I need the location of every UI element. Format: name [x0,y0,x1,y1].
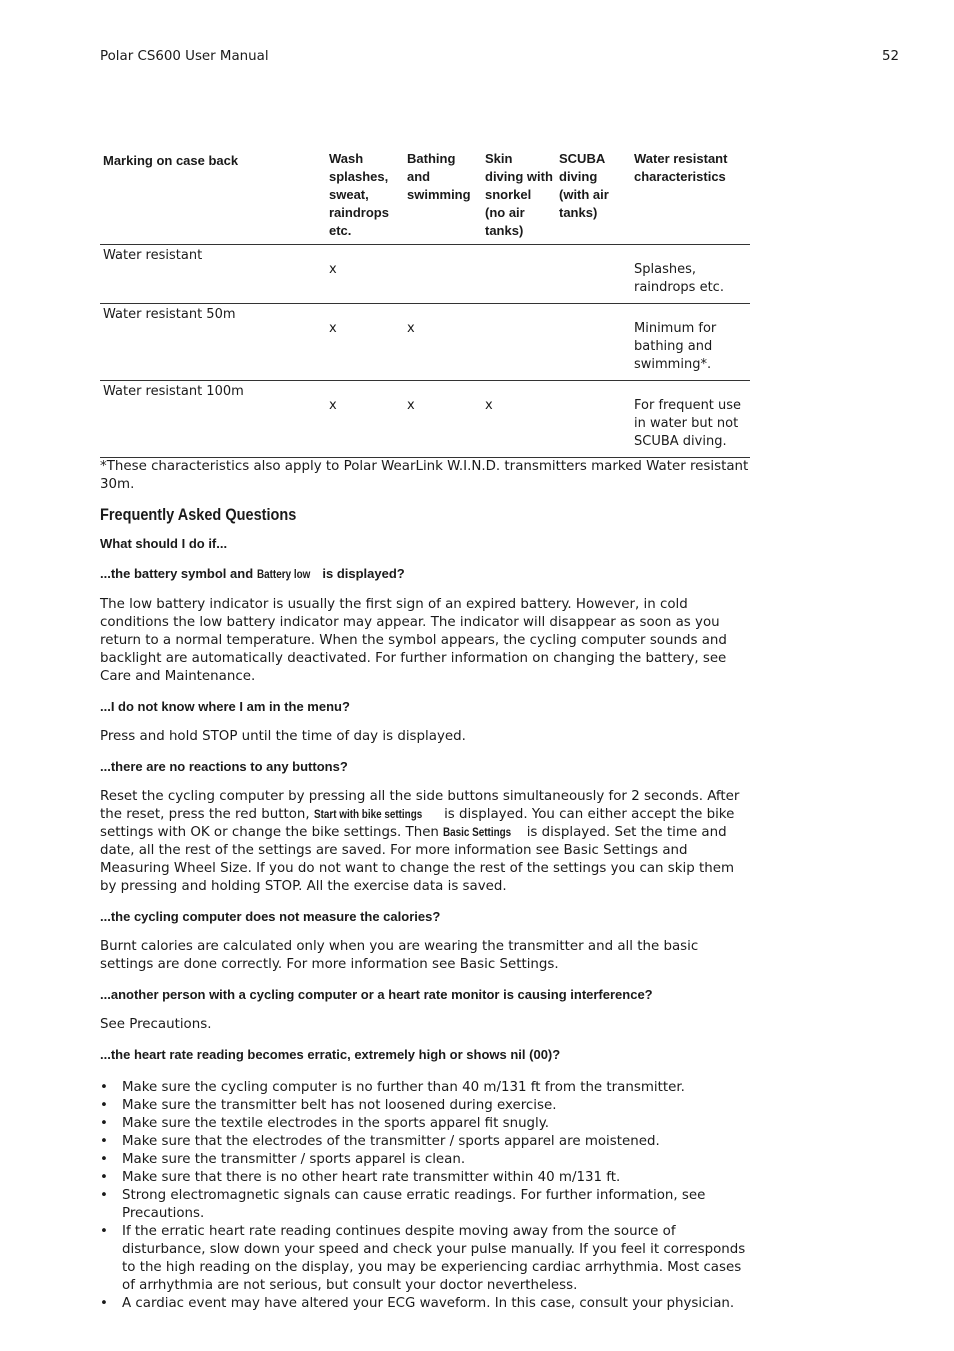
table-cell: x [326,245,404,304]
table-cell [482,304,556,381]
table-cell: Splashes, raindrops etc. [631,245,750,304]
table-cell: x [326,304,404,381]
table-cell [556,304,631,381]
list-item: • Strong electromagnetic signals can cause erratic readings. For further information, see Precautions. [100,1187,752,1223]
table-cell: x [326,381,404,458]
faq-intro: What should I do if... [100,536,228,551]
table-cell: For frequent use in water but not SCUBA diving. [631,381,750,458]
table-cell [556,381,631,458]
question-erratic-heart-rate: ...the heart rate reading becomes erratic, extremely high or shows nil (00)? [100,1047,561,1062]
column-header: Water resistant characteristics [631,150,750,245]
table-row [100,381,750,458]
list-item: • Make sure the cycling computer is no further than 40 m/131 ft from the transmitter. [100,1079,752,1097]
answer-menu-position: Press and hold STOP until the time of day is displayed. [100,729,466,744]
question-text: ...the battery symbol and [100,566,257,581]
erratic-heart-rate-list [100,1079,752,1313]
table-cell: Water resistant [100,245,326,304]
table-footnote: *These characteristics also apply to Polar WearLink W.I.N.D. transmitters marked Water resistant 30m. [100,459,749,492]
list-item: • Make sure that there is no other heart rate transmitter within 40 m/131 ft. [100,1169,752,1187]
answer-interference: See Precautions. [100,1017,212,1032]
question-battery-low [100,565,752,584]
question-no-button-reaction: ...there are no reactions to any buttons? [100,759,348,774]
column-header: Bathing and swimming [404,150,482,245]
table-cell: Water resistant 100m [100,381,326,458]
table-cell: Water resistant 50m [100,304,326,381]
column-header: Wash splashes, sweat, raindrops etc. [326,150,404,245]
question-interference: ...another person with a cycling computer or a heart rate monitor is causing interference? [100,987,653,1002]
list-item: • Make sure the transmitter belt has not loosened during exercise. [100,1097,752,1115]
answer-text: is displayed. Set the time and date, all the rest of the settings are saved. For more information see Basic Settings and Measuring Wheel Size. If you do not want to change the rest of the settings you can skip them by pressing and holding STOP. All the exercise data is saved. [100,825,735,894]
table-cell: x [482,381,556,458]
page-number: 52 [881,49,899,64]
column-header: Skin diving with snorkel (no air tanks) [482,150,556,245]
table-cell [482,245,556,304]
answer-no-button-reaction [100,788,752,896]
answer-text: Reset the cycling computer by pressing all the side buttons simultaneously for 2 seconds. After the reset, press the red button, [100,789,740,822]
column-header: Marking on case back [100,150,326,245]
display-text: Start with bike settings [313,809,423,821]
list-item: • Make sure the textile electrodes in the sports apparel fit snugly. [100,1115,752,1133]
list-item: • Make sure that the electrodes of the transmitter / sports apparel are moistened. [100,1133,752,1151]
faq-section [100,458,752,1313]
display-text: Basic Settings [443,827,512,839]
table-row [100,245,750,304]
list-item: • If the erratic heart rate reading continues despite moving away from the source of disturbance, slow down your speed and check your pulse manually. If you feel it corresponds to the high reading on the display, you may be experiencing cardiac arrhythmia. Most cases of arrhythmia are not serious, but consult your doctor nevertheless. [100,1223,752,1295]
table-cell [404,245,482,304]
manual-title: Polar CS600 User Manual [100,49,269,64]
table-header-row [100,150,750,245]
list-item: • A cardiac event may have altered your ECG waveform. In this case, consult your physician. [100,1295,752,1313]
table-cell: x [404,381,482,458]
table-row [100,304,750,381]
answer-battery-low: The low battery indicator is usually the first sign of an expired battery. However, in cold conditions the low battery indicator may appear. The indicator will disappear as soon as you return to a normal temperature. When the symbol appears, the cycling computer sounds and backlight are automatically deactivated. For further information on changing the battery, see Care and Maintenance. [100,597,727,684]
table-cell: Minimum for bathing and swimming*. [631,304,750,381]
table-cell: x [404,304,482,381]
display-text: Battery low [256,569,311,581]
column-header: SCUBA diving (with air tanks) [556,150,631,245]
table-cell [556,245,631,304]
answer-text: is displayed. You can either accept the bike settings with OK or change the bike settings. Then [100,807,735,840]
question-calories: ...the cycling computer does not measure the calories? [100,909,441,924]
water-resistance-table [100,150,750,458]
answer-calories: Burnt calories are calculated only when you are wearing the transmitter and all the basic settings are done correctly. For more information see Basic Settings. [100,939,699,972]
question-menu-position: ...I do not know where I am in the menu? [100,699,350,714]
question-text: is displayed? [318,566,405,581]
list-item: • Make sure the transmitter / sports apparel is clean. [100,1151,752,1169]
faq-heading: Frequently Asked Questions [100,506,297,524]
